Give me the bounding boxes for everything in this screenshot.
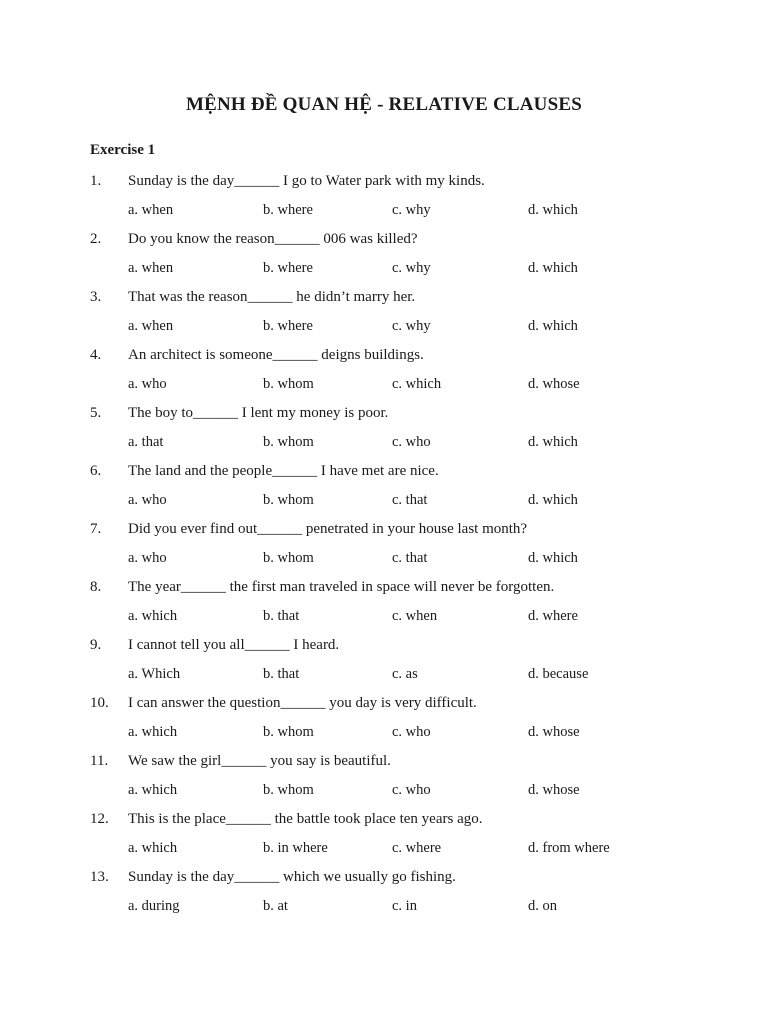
- answer-options: [0, 721, 768, 743]
- option-a: a. when: [128, 318, 174, 334]
- page-title: MỆNH ĐỀ QUAN HỆ - RELATIVE CLAUSES: [185, 94, 582, 115]
- question-number: 7.: [90, 521, 102, 537]
- option-d: d. which: [528, 550, 578, 566]
- option-a: a. when: [128, 202, 174, 218]
- option-a: a. who: [128, 376, 167, 392]
- option-b: b. where: [263, 318, 313, 334]
- option-a: a. which: [128, 724, 178, 740]
- question-text: The year______ the first man traveled in space will never be forgotten.: [128, 579, 555, 595]
- option-b: b. whom: [263, 724, 314, 740]
- answer-options: [0, 373, 768, 395]
- option-b: b. whom: [263, 782, 314, 798]
- answer-options: [0, 431, 768, 453]
- option-d: d. where: [528, 608, 578, 624]
- option-b: b. where: [263, 260, 313, 276]
- option-d: d. from where: [528, 840, 610, 856]
- answer-options: [0, 199, 768, 221]
- option-a: a. who: [128, 550, 167, 566]
- option-c: c. who: [392, 434, 431, 450]
- option-b: b. that: [263, 666, 300, 682]
- option-b: b. in where: [263, 840, 328, 856]
- answer-options: [0, 663, 768, 685]
- option-a: a. when: [128, 260, 174, 276]
- question-text: Sunday is the day______ I go to Water park with my kinds.: [128, 173, 485, 189]
- question-number: 2.: [90, 231, 102, 247]
- option-b: b. that: [263, 608, 300, 624]
- question-item: [0, 402, 768, 460]
- option-b: b. whom: [263, 492, 314, 508]
- option-c: c. why: [392, 202, 431, 218]
- option-d: d. which: [528, 260, 578, 276]
- answer-options: [0, 837, 768, 859]
- question-text: The land and the people______ I have met are nice.: [128, 463, 439, 479]
- question-number: 3.: [90, 289, 102, 305]
- question-text: The boy to______ I lent my money is poor.: [128, 405, 389, 421]
- answer-options: [0, 605, 768, 627]
- question-text: I can answer the question______ you day is very difficult.: [128, 695, 477, 711]
- question-item: [0, 576, 768, 634]
- answer-options: [0, 895, 768, 917]
- question-text: Do you know the reason______ 006 was killed?: [128, 231, 418, 247]
- option-c: c. who: [392, 782, 431, 798]
- answer-options: [0, 779, 768, 801]
- question-item: [0, 750, 768, 808]
- question-number: 9.: [90, 637, 102, 653]
- question-text: I cannot tell you all______ I heard.: [128, 637, 340, 653]
- option-b: b. whom: [263, 376, 314, 392]
- option-a: a. who: [128, 492, 167, 508]
- option-d: d. which: [528, 492, 578, 508]
- option-a: a. Which: [128, 666, 181, 682]
- option-b: b. where: [263, 202, 313, 218]
- question-text: This is the place______ the battle took place ten years ago.: [128, 811, 483, 827]
- question-text: Sunday is the day______ which we usually go fishing.: [128, 869, 456, 885]
- option-a: a. which: [128, 608, 178, 624]
- answer-options: [0, 547, 768, 569]
- question-item: [0, 634, 768, 692]
- question-number: 10.: [90, 695, 109, 711]
- option-a: a. that: [128, 434, 164, 450]
- question-number: 6.: [90, 463, 102, 479]
- question-number: 13.: [90, 869, 109, 885]
- answer-options: [0, 489, 768, 511]
- question-item: [0, 866, 768, 924]
- question-number: 11.: [90, 753, 109, 769]
- option-b: b. at: [263, 898, 288, 914]
- option-d: d. on: [528, 898, 557, 914]
- question-item: [0, 460, 768, 518]
- option-d: d. whose: [528, 376, 580, 392]
- option-c: c. in: [392, 898, 417, 914]
- option-c: c. who: [392, 724, 431, 740]
- option-c: c. that: [392, 550, 428, 566]
- question-item: [0, 344, 768, 402]
- option-c: c. that: [392, 492, 428, 508]
- option-c: c. why: [392, 318, 431, 334]
- question-item: [0, 518, 768, 576]
- option-c: c. which: [392, 376, 442, 392]
- question-number: 4.: [90, 347, 102, 363]
- question-text: An architect is someone______ deigns buildings.: [128, 347, 424, 363]
- option-d: d. whose: [528, 782, 580, 798]
- question-number: 1.: [90, 173, 102, 189]
- question-item: [0, 692, 768, 750]
- option-c: c. as: [392, 666, 418, 682]
- question-number: 12.: [90, 811, 109, 827]
- option-a: a. during: [128, 898, 180, 914]
- option-c: c. when: [392, 608, 438, 624]
- question-number: 5.: [90, 405, 102, 421]
- answer-options: [0, 257, 768, 279]
- question-item: [0, 808, 768, 866]
- option-c: c. why: [392, 260, 431, 276]
- option-a: a. which: [128, 782, 178, 798]
- option-d: d. which: [528, 434, 578, 450]
- option-d: d. whose: [528, 724, 580, 740]
- question-list: [0, 170, 768, 924]
- question-text: That was the reason______ he didn’t marry her.: [128, 289, 416, 305]
- option-b: b. whom: [263, 550, 314, 566]
- option-c: c. where: [392, 840, 442, 856]
- option-d: d. because: [528, 666, 589, 682]
- exercise-heading: Exercise 1: [90, 142, 156, 158]
- question-item: [0, 170, 768, 228]
- option-b: b. whom: [263, 434, 314, 450]
- question-text: Did you ever find out______ penetrated in your house last month?: [128, 521, 528, 537]
- question-item: [0, 286, 768, 344]
- option-a: a. which: [128, 840, 178, 856]
- answer-options: [0, 315, 768, 337]
- question-item: [0, 228, 768, 286]
- question-text: We saw the girl______ you say is beautiful.: [128, 753, 391, 769]
- option-d: d. which: [528, 318, 578, 334]
- option-d: d. which: [528, 202, 578, 218]
- question-number: 8.: [90, 579, 102, 595]
